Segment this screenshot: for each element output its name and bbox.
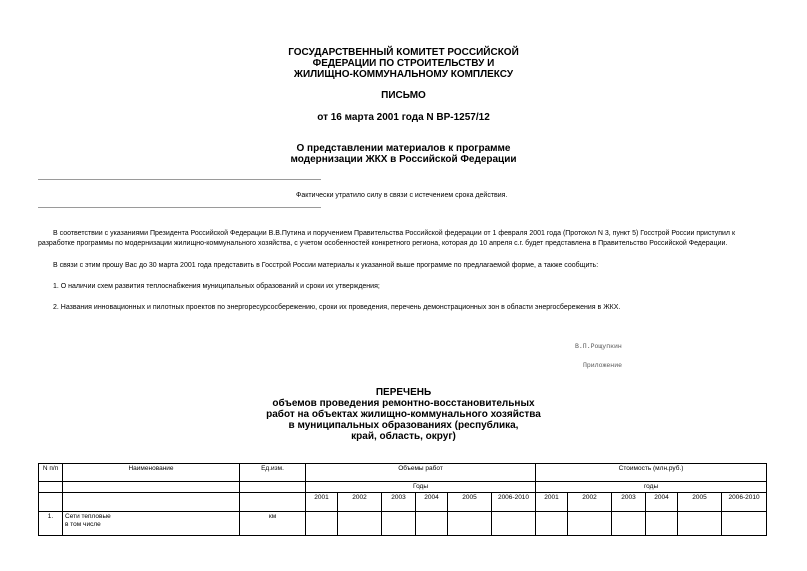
- row-name-line-1: Сети тепловые: [65, 513, 111, 520]
- signature: В.П.Рощупкин: [575, 343, 622, 350]
- year-cell: 2001: [536, 493, 568, 512]
- year-cell: 2001: [306, 493, 338, 512]
- authority-line-3: ЖИЛИЩНО-КОММУНАЛЬНОМУ КОМПЛЕКСУ: [293, 69, 514, 80]
- document-type: ПИСЬМО: [381, 90, 426, 101]
- col-header-name: Наименование: [63, 464, 240, 482]
- year-cell: 2002: [568, 493, 612, 512]
- subject-line-1: О представлении материалов к программе: [296, 143, 511, 154]
- authority-line-2: ФЕДЕРАЦИИ ПО СТРОИТЕЛЬСТВУ И: [312, 58, 495, 69]
- list-title: [0, 387, 807, 442]
- body-paragraph-2: В связи с этим прошу Вас до 30 марта 2001 года представить в Госстрой России материалы к указанной выше программе по предлагаемой форме, а также сообщить:: [53, 262, 599, 269]
- body-item-1: 1. О наличии схем развития теплоснабжения муниципальных образований и сроки их утверждения;: [53, 283, 380, 290]
- status-note: Фактически утратило силу в связи с истечением срока действия.: [296, 192, 508, 199]
- table-row: [39, 512, 767, 536]
- years-label-right: годы: [536, 482, 767, 493]
- authority-line-1: ГОСУДАРСТВЕННЫЙ КОМИТЕТ РОССИЙСКОЙ: [288, 47, 519, 58]
- col-header-volumes: Объемы работ: [306, 464, 536, 482]
- col-header-cost: Стоимость (млн.руб.): [536, 464, 767, 482]
- year-cell: 2005: [678, 493, 722, 512]
- col-header-unit: Ед.изм.: [240, 464, 306, 482]
- issuing-authority: [0, 47, 807, 80]
- year-cell: 2002: [338, 493, 382, 512]
- row-unit: км: [240, 512, 306, 536]
- year-cell: 2004: [646, 493, 678, 512]
- appendix-label: Приложение: [583, 362, 623, 369]
- list-title-line-2: работ на объектах жилищно-коммунального хозяйства: [266, 409, 541, 420]
- year-cell: 2003: [612, 493, 646, 512]
- body-paragraph-1-line-1: В соответствии с указаниями Президента Российской Федерации В.В.Путина и поручением Правительства Российской федерации от 1 февраля 2001 года (Протокол N 3, пункт 5) Госстрой России приступил к: [53, 230, 736, 237]
- list-heading: ПЕРЕЧЕНЬ: [375, 387, 432, 398]
- year-cell: 2003: [382, 493, 416, 512]
- works-table: [38, 463, 767, 536]
- row-name: [63, 512, 240, 536]
- list-title-line-3: в муниципальных образованиях (республика,: [288, 420, 519, 431]
- divider-top: [38, 179, 321, 180]
- year-cell: 2006-2010: [492, 493, 536, 512]
- year-cell: 2005: [448, 493, 492, 512]
- year-cell: 2006-2010: [722, 493, 767, 512]
- subject-line-2: модернизации ЖКХ в Российской Федерации: [290, 154, 517, 165]
- document-date-number: от 16 марта 2001 года N ВР-1257/12: [317, 112, 490, 123]
- list-title-line-4: край, область, округ): [351, 431, 456, 442]
- table-years-row: [39, 493, 767, 512]
- body-item-2: 2. Названия инновационных и пилотных проектов по энергоресурсосбережению, сроки их проведения, перечень демонстрационных зон в области энергосбережения в ЖКХ.: [53, 304, 621, 311]
- list-title-line-1: объемов проведения ремонтно-восстановительных: [272, 398, 535, 409]
- row-number: 1.: [39, 512, 63, 536]
- table-years-label-row: [39, 482, 767, 493]
- row-name-line-2: в том числе: [65, 521, 101, 528]
- col-header-n: N п/п: [39, 464, 63, 482]
- document-subject: [0, 143, 807, 165]
- body-paragraph-1-line-2: разработке программы по модернизации жилищно-коммунального хозяйства, с учетом особенностей конкретного региона, которая до 10 апреля с.г. будет представлена в Правительство Российской Федерации.: [38, 240, 728, 247]
- divider-bottom: [38, 207, 321, 208]
- year-cell: 2004: [416, 493, 448, 512]
- table-header-row: [39, 464, 767, 482]
- years-label-left: Годы: [306, 482, 536, 493]
